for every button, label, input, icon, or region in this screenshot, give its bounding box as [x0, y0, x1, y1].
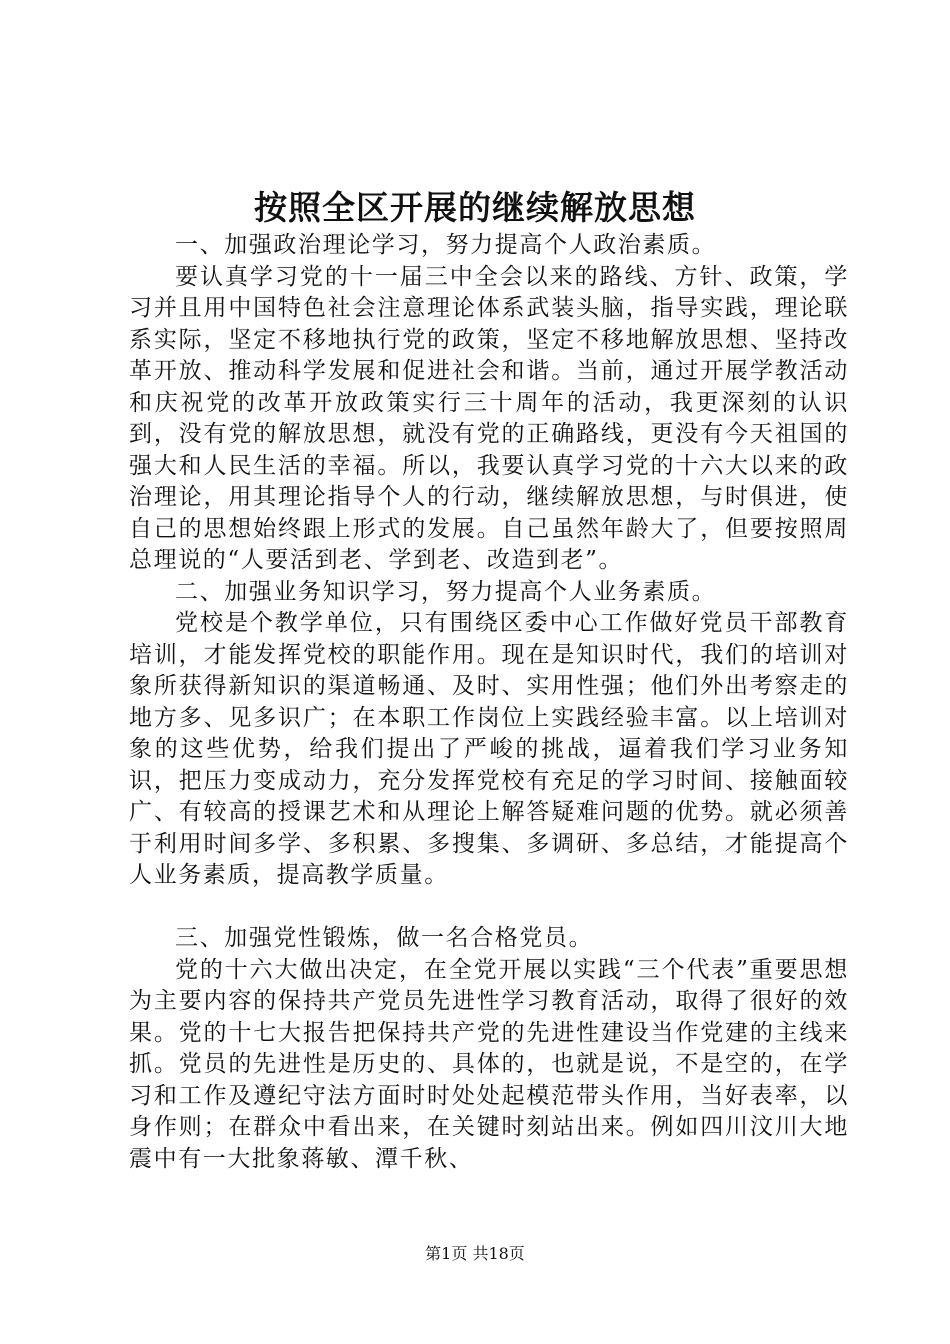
document-body [129, 230, 849, 1175]
page-footer: 第1页 共18页 [425, 1244, 525, 1263]
document-title: 按照全区开展的继续解放思想 [254, 188, 696, 227]
section-heading-1: 一、加强政治理论学习，努力提高个人政治素质。 [175, 232, 717, 258]
paragraph-1: 要认真学习党的十一届三中全会以来的路线、方针、政策，学习并且用中国特色社会注意理论体系武装头脑，指导实践，理论联系实际，坚定不移地执行党的政策，坚定不移地解放思想、坚持改革开放、推动科学发展和促进社会和谐。当前，通过开展学教活动和庆祝党的改革开放政策实行三十周年的活动，我更深刻的认识到，没有党的解放思想，就没有党的正确路线，更没有今天祖国的强大和人民生活的幸福。所以，我要认真学习党的十六大以来的政治理论，用其理论指导个人的行动，继续解放思想，与时俱进，使自己的思想始终跟上形式的发展。自己虽然年龄大了，但要按照周总理说的“人要活到老、学到老、改造到老”。 [129, 263, 849, 573]
section-heading-2: 二、加强业务知识学习，努力提高个人业务素质。 [175, 578, 717, 605]
paragraph-2: 党校是个教学单位，只有围绕区委中心工作做好党员干部教育培训，才能发挥党校的职能作用。现在是知识时代，我们的培训对象所获得新知识的渠道畅通、及时、实用性强；他们外出考察走的地方多、见多识广；在本职工作岗位上实践经验丰富。以上培训对象的这些优势，给我们提出了严峻的挑战，逼着我们学习业务知识，把压力变成动力，充分发挥党校有充足的学习时间、接触面较广、有较高的授课艺术和从理论上解答疑难问题的优势。就必须善于利用时间多学、多积累、多搜集、多调研、多总结，才能提高个人业务素质，提高教学质量。 [129, 610, 849, 888]
section-heading-3: 三、加强党性锻炼，做一名合格党员。 [175, 925, 594, 951]
paragraph-3: 党的十六大做出决定，在全党开展以实践“三个代表”重要思想为主要内容的保持共产党员先进性学习教育活动，取得了很好的效果。党的十七大报告把保持共产党的先进性建设当作党建的主线来抓。党员的先进性是历史的、具体的，也就是说，不是空的，在学习和工作及遵纪守法方面时时处处起模范带头作用，当好表率，以身作则；在群众中看出来，在关键时刻站出来。例如四川汶川大地震中有一大批象蒋敏、潭千秋、 [129, 956, 849, 1172]
